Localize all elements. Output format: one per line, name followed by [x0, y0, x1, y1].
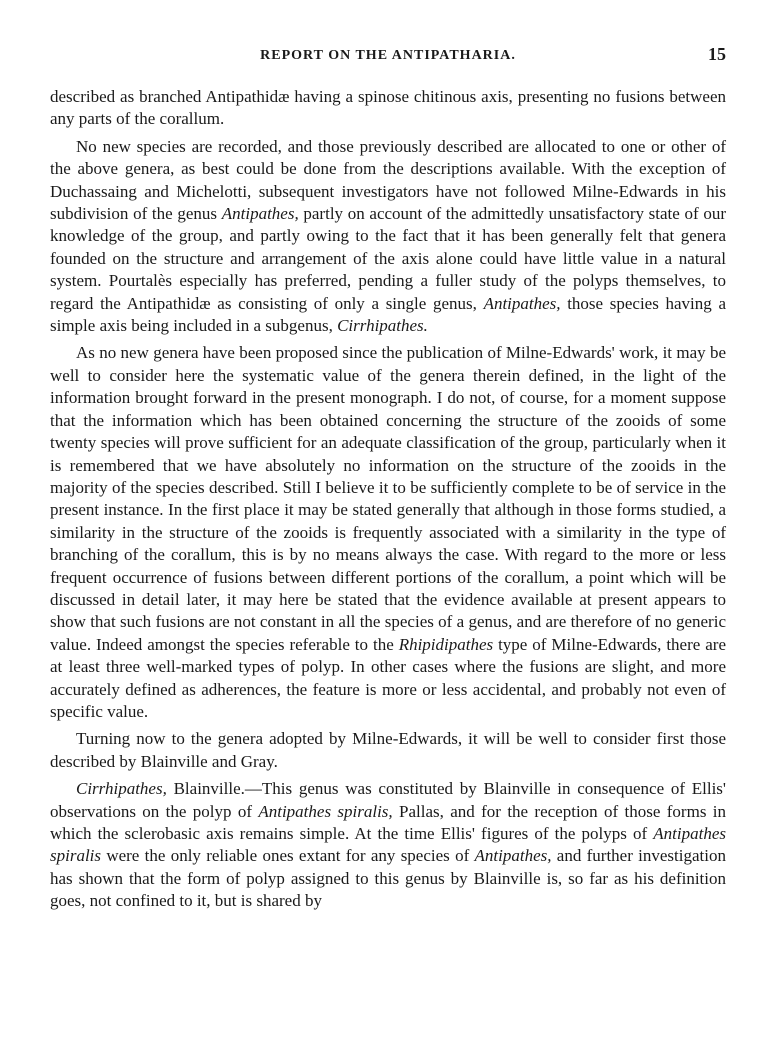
italic-run: Cirrhipathes, — [76, 779, 167, 799]
paragraph-2 — [50, 136, 726, 338]
italic-run: Antipathes, — [221, 204, 299, 224]
page-number: 15 — [708, 44, 726, 64]
paragraph-5 — [50, 778, 726, 912]
text-run: No new species are recorded, and those previously described are allocated to one or other of the above genera, as best could be done from the descriptions available. With the exception of Duchassaing and Michelotti, subsequent investigators have not followed Milne-Edwards in his subdivision of the genus — [50, 136, 726, 224]
text-run: those species having a simple axis being included in a subgenus, — [50, 293, 726, 336]
text-run: type of Milne-Edwards, there are at least three well-marked types of polyp. In other cases where the fusions are slight, and more accurately defined as adherences, the feature is more or less accidental, and probably not even of specific value. — [50, 634, 726, 721]
italic-run: Rhipidipathes — [398, 634, 494, 654]
paragraph-1 — [50, 86, 726, 131]
text-run: were the only reliable ones extant for any species of — [101, 846, 475, 866]
running-title: REPORT ON THE ANTIPATHARIA. — [260, 48, 516, 63]
text-run: described as branched Antipathidæ having a spinose chitinous axis, presenting no fusions between any parts of the corallum. — [50, 87, 726, 129]
text-run: Blainville.—This genus was constituted by Blainville in consequence of Ellis' observations on the polyp of — [50, 779, 726, 821]
text-run: As no new genera have been proposed since the publication of Milne-Edwards' work, it may be well to consider here the systematic value of the genera therein defined, in the light of the information brought forward in the present monograph. I do not, of course, for a moment suppose that the information which has been obtained concerning the structure of the zooids of some twenty species will prove sufficient for an adequate classification of the group, particularly when it is remembered that we have absolutely no information on the structure of the zooids in the majority of the species described. Still I believe it to be sufficiently complete to be of service in the present instance. In the first place it may be stated generally that although in those forms studied, a similarity in the structure of the zooids is frequently associated with a similarity in the type of branching of the corallum, this is by no means always the case. With regard to the more or less frequent occurrence of fusions between different portions of the corallum, a point which will be discussed in detail later, it may here be stated that the evidence available at present appears to show that such fusions are not constant in all the species of a genus, and are therefore of no generic value. Indeed amongst the species referable to the — [50, 343, 726, 654]
text-run: partly on account of the admittedly unsatisfactory state of our knowledge of the group, and partly owing to the fact that it has been generally felt that genera founded on the structure and arrangement of the axis alone could have little value in a natural system. Pourtalès especially has preferred, pending a fuller study of the polyps themselves, to regard the Antipathidæ as consisting of only a single genus, — [50, 204, 727, 313]
paragraph-4 — [50, 728, 726, 773]
italic-run: Cirrhipathes. — [337, 316, 428, 336]
italic-run: Antipathes, — [483, 293, 561, 313]
text-run: and further investigation has shown that the form of polyp assigned to this genus by Blainville is, so far as his definition goes, not confined to it, but is shared by — [50, 846, 726, 911]
text-run: Pallas, and for the reception of those forms in which the sclerobasic axis remains simple. At the time Ellis' figures of the polyps of — [50, 801, 727, 843]
text-run: Turning now to the genera adopted by Milne-Edwards, it will be well to consider first those described by Blainville and Gray. — [50, 729, 726, 771]
body-text — [50, 86, 726, 918]
paragraph-3 — [50, 342, 726, 723]
italic-run: Antipathes spiralis — [50, 824, 726, 866]
italic-run: Antipathes spiralis, — [258, 801, 393, 821]
running-header — [50, 44, 726, 70]
italic-run: Antipathes, — [474, 846, 552, 866]
